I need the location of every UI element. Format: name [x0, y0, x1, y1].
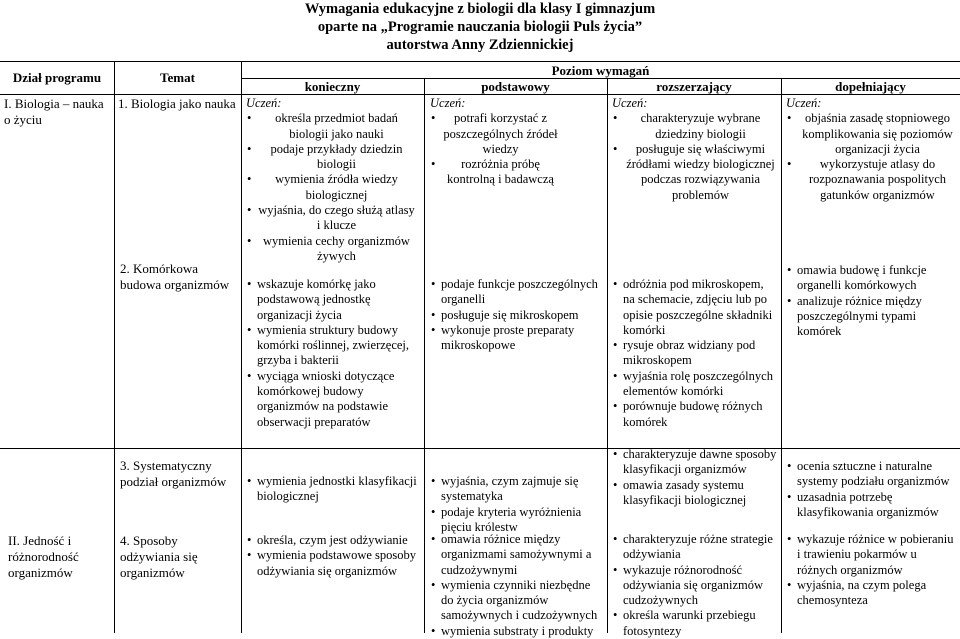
list-item: • uzasadnia potrzebę klasyfikowania organizmów	[786, 490, 956, 521]
list-item: • wyjaśnia, do czego służą atlasy i klucze	[246, 203, 416, 234]
uczen-label: Uczeń:	[786, 96, 822, 110]
list-item: • porównuje budowę różnych komórek	[612, 399, 778, 430]
header-dopelniajacy: dopełniający	[835, 79, 906, 94]
list-item: • wykazuje różnorodność odżywiania się organizmów cudzożywnych	[612, 563, 778, 609]
list-item: • wykonuje proste preparaty mikroskopowe	[430, 323, 602, 354]
list-item: • podaje funkcje poszczególnych organelli	[430, 277, 602, 308]
requirements-rozszerzajacy	[612, 532, 778, 639]
requirements-podstawowy	[430, 96, 560, 188]
table-top-border	[0, 61, 960, 62]
list-item: • omawia różnice między organizmami samożywnymi a cudzożywnymi	[430, 532, 602, 578]
header-rozszerzajacy: rozszerzający	[656, 79, 732, 94]
header-dzial: Dział programu	[12, 70, 102, 85]
col-divider-4	[607, 78, 608, 633]
col-divider-1	[114, 61, 115, 633]
section-title: I. Biologia – nauka o życiu	[4, 96, 104, 127]
header-poziom: Poziom wymagań	[551, 63, 650, 78]
topic-title: 4. Sposoby odżywiania się organizmów	[120, 533, 198, 580]
title-line-2: oparte na „Programie nauczania biologii Puls życia”	[317, 19, 643, 35]
topic-title: 1. Biologia jako nauka	[118, 96, 236, 111]
requirements-dopelniajacy	[786, 263, 956, 339]
requirements-podstawowy	[430, 474, 602, 535]
list-item: • wymienia substraty i produkty	[430, 624, 602, 639]
requirements-konieczny	[246, 474, 418, 505]
requirements-podstawowy	[430, 532, 602, 639]
header-konieczny: konieczny	[304, 79, 361, 94]
list-item: • wyjaśnia rolę poszczególnych elementów komórki	[612, 369, 778, 400]
requirements-konieczny	[246, 277, 416, 430]
topic-title: 2. Komórkowa budowa organizmów	[120, 261, 230, 292]
document-title	[0, 0, 960, 54]
list-item: • analizuje różnice między poszczególnymi typami komórek	[786, 294, 956, 340]
list-item: • określa, czym jest odżywianie	[246, 533, 418, 548]
requirements-dopelniajacy	[786, 96, 958, 203]
list-item: • podaje przykłady dziedzin biologii	[246, 142, 416, 173]
list-item: • określa warunki przebiegu fotosyntezy	[612, 608, 778, 639]
topic-title: 3. Systematyczny podział organizmów	[120, 458, 227, 489]
list-item: • ocenia sztuczne i naturalne systemy podziału organizmów	[786, 459, 956, 490]
list-item: • wymienia czynniki niezbędne do życia organizmów samożywnych i cudzożywnych	[430, 578, 602, 624]
list-item: • wskazuje komórkę jako podstawową jednostkę organizacji życia	[246, 277, 416, 323]
list-item: • omawia zasady systemu klasyfikacji biologicznej	[612, 478, 778, 509]
list-item: • charakteryzuje wybrane dziedziny biologii	[612, 111, 778, 142]
list-item: • wymienia cechy organizmów żywych	[246, 234, 416, 265]
col-divider-5	[781, 78, 782, 633]
list-item: • rozróżnia próbę kontrolną i badawczą	[430, 157, 560, 188]
col-divider-2	[241, 61, 242, 633]
title-line-1: Wymagania edukacyjne z biologii dla klasy I gimnazjum	[304, 1, 656, 17]
section-separator	[0, 448, 960, 449]
list-item: • wykazuje różnice w pobieraniu i trawieniu pokarmów u różnych organizmów	[786, 532, 958, 578]
col-divider-3	[424, 78, 425, 633]
list-item: • podaje kryteria wyróżnienia pięciu królestw	[430, 505, 602, 536]
list-item: • charakteryzuje dawne sposoby klasyfikacji organizmów	[612, 447, 778, 478]
section-title: II. Jedność i różnorodność organizmów	[8, 533, 79, 580]
list-item: • rysuje obraz widziany pod mikroskopem	[612, 338, 778, 369]
requirements-konieczny	[246, 96, 416, 264]
list-item: • posługuje się właściwymi źródłami wiedzy biologicznej podczas rozwiązywania problemów	[612, 142, 778, 203]
header-podstawowy: podstawowy	[481, 79, 550, 94]
requirements-rozszerzajacy	[612, 447, 778, 508]
list-item: • wyjaśnia, czym zajmuje się systematyka	[430, 474, 602, 505]
list-item: • wymienia podstawowe sposoby odżywiania się organizmów	[246, 548, 418, 579]
list-item: • potrafi korzystać z poszczególnych źródeł wiedzy	[430, 111, 560, 157]
title-line-3: autorstwa Anny Zdziennickiej	[386, 37, 574, 53]
list-item: • wyciąga wnioski dotyczące komórkowej budowy organizmów na podstawie obserwacji preparatów	[246, 369, 416, 430]
list-item: • odróżnia pod mikroskopem, na schemacie, zdjęciu lub po opisie poszczególne składniki komórki	[612, 277, 778, 338]
requirements-konieczny	[246, 533, 418, 579]
uczen-label: Uczeń:	[612, 96, 648, 110]
uczen-label: Uczeń:	[246, 96, 282, 110]
list-item: • objaśnia zasadę stopniowego komplikowania się poziomów organizacji życia	[786, 111, 958, 157]
list-item: • posługuje się mikroskopem	[430, 308, 602, 323]
list-item: • charakteryzuje różne strategie odżywiania	[612, 532, 778, 563]
list-item: • wymienia struktury budowy komórki roślinnej, zwierzęcej, grzyba i bakterii	[246, 323, 416, 369]
list-item: • określa przedmiot badań biologii jako nauki	[246, 111, 416, 142]
list-item: • wymienia źródła wiedzy biologicznej	[246, 172, 416, 203]
requirements-dopelniajacy	[786, 459, 956, 520]
requirements-dopelniajacy	[786, 532, 958, 608]
list-item: • omawia budowę i funkcje organelli komórkowych	[786, 263, 956, 294]
requirements-rozszerzajacy	[612, 277, 778, 430]
list-item: • wykorzystuje atlasy do rozpoznawania pospolitych gatunków organizmów	[786, 157, 958, 203]
requirements-podstawowy	[430, 277, 602, 353]
list-item: • wymienia jednostki klasyfikacji biologicznej	[246, 474, 418, 505]
header-temat: Temat	[160, 70, 195, 85]
requirements-rozszerzajacy	[612, 96, 778, 203]
uczen-label: Uczeń:	[430, 96, 466, 110]
list-item: • wyjaśnia, na czym polega chemosynteza	[786, 578, 958, 609]
